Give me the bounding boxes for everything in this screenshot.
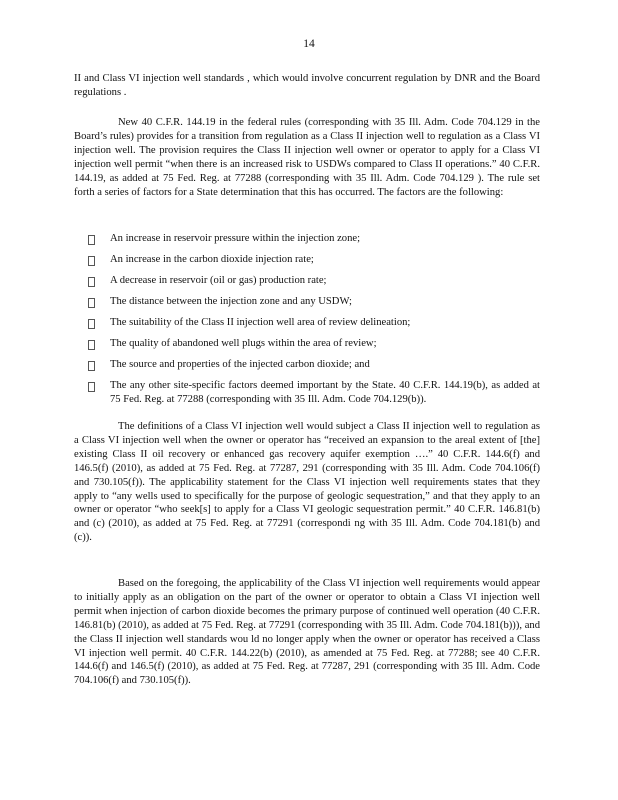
factor-text: A decrease in reservoir (oil or gas) production rate; <box>110 275 327 286</box>
bullet-box-icon <box>88 382 95 392</box>
factor-item <box>88 253 540 267</box>
bullet-box-icon <box>88 361 95 371</box>
bullet-box-icon <box>88 319 95 329</box>
page-number: 14 <box>303 38 315 50</box>
bullet-box-icon <box>88 340 95 350</box>
factor-text: The any other site-specific factors deemed important by the State. 40 C.F.R. 144.19(b), as added at 75 Fed. Reg. at 77288 (corresponding with 35 Ill. Adm. Code 704.129(b)). <box>110 380 540 405</box>
factor-item <box>88 337 540 351</box>
intro-paragraph: II and Class VI injection well standards , which would involve concurrent regulation by DNR and the Board regulations . <box>74 73 540 98</box>
bullet-box-icon <box>88 256 95 266</box>
factor-text: The distance between the injection zone and any USDW; <box>110 296 353 307</box>
factor-text: The quality of abandoned well plugs within the area of review; <box>110 338 377 349</box>
factor-text: The source and properties of the injected carbon dioxide; and <box>110 359 370 370</box>
factor-text: An increase in reservoir pressure within the injection zone; <box>110 233 361 244</box>
bullet-box-icon <box>88 235 95 245</box>
bullet-box-icon <box>88 298 95 308</box>
definitions-paragraph: The definitions of a Class VI injection well would subject a Class II injection well to regulation as a Class VI injection well when the owner or operator has “received an expansion to the areal extent of [the] existing Class II oil recovery or enhanced gas recovery aquifer exemption ….” 40 C.F.R. 144.6(f) and 146.5(f) (2010), as added at 75 Fed. Reg. at 77287, 291 (corresponding with 35 Ill. Adm. Code 704.106(f) and 730.105(f)). The applicability statement for the Class VI injection well requirements states that they apply to “any wells used to specifically for the purpose of geologic sequestration,” and that they apply to an owner or operator “who seek[s] to apply for a Class VI geologic sequestration permit.” 40 C.F.R. 146.81(b) and (c) (2010), as added at 75 Fed. Reg. at 77291 (correspondi ng with 35 Ill. Adm. Code 704.181(b) and (c)). <box>74 421 540 544</box>
conclusion-paragraph: Based on the foregoing, the applicability of the Class VI injection well requirements would appear to initially apply as an obligation on the part of the owner or operator to obtain a Class VI injection well permit when injection of carbon dioxide becomes the primary purpose of continued well operation (40 C.F.R. 146.81(b) (2010), as added at 75 Fed. Reg. at 77291 (corresponding with 35 Ill. Adm. Code 704.181(b))), and the Class II injection well standards wou ld no longer apply when the owner or operator has received a Class VI injection well permit. 40 C.F.R. 144.22(b) (2010), as amended at 75 Fed. Reg. at 77288; see 40 C.F.R. 144.6(f) and 146.5(f) (2010), as added at 75 Fed. Reg. at 77287, 291 (corresponding with 35 Ill. Adm. Code 704.106(f) and 730.105(f)). <box>74 578 540 687</box>
factor-item <box>88 379 540 407</box>
transition-paragraph: New 40 C.F.R. 144.19 in the federal rules (corresponding with 35 Ill. Adm. Code 704.129 in the Board’s rules) provides for a transition from regulation as a Class II injection well to regulation as a Class VI injection well. The provision requires the Class II injection well owner or operator to apply for a Class VI injection well permit “when there is an increased risk to USDWs compared to Class II operations.” 40 C.F.R. 144.19, as added at 75 Fed. Reg. at 77288 (corresponding with 35 Ill. Adm. Code 704.129 ). The rule set forth a series of factors for a State determination that this has occurred. The factors are the following: <box>74 117 540 198</box>
factor-text: The suitability of the Class II injection well area of review delineation; <box>110 317 411 328</box>
factors-list <box>88 232 540 414</box>
factor-item <box>88 316 540 330</box>
bullet-box-icon <box>88 277 95 287</box>
factor-item <box>88 232 540 246</box>
factor-item <box>88 358 540 372</box>
factor-item <box>88 295 540 309</box>
factor-text: An increase in the carbon dioxide injection rate; <box>110 254 314 265</box>
factor-item <box>88 274 540 288</box>
